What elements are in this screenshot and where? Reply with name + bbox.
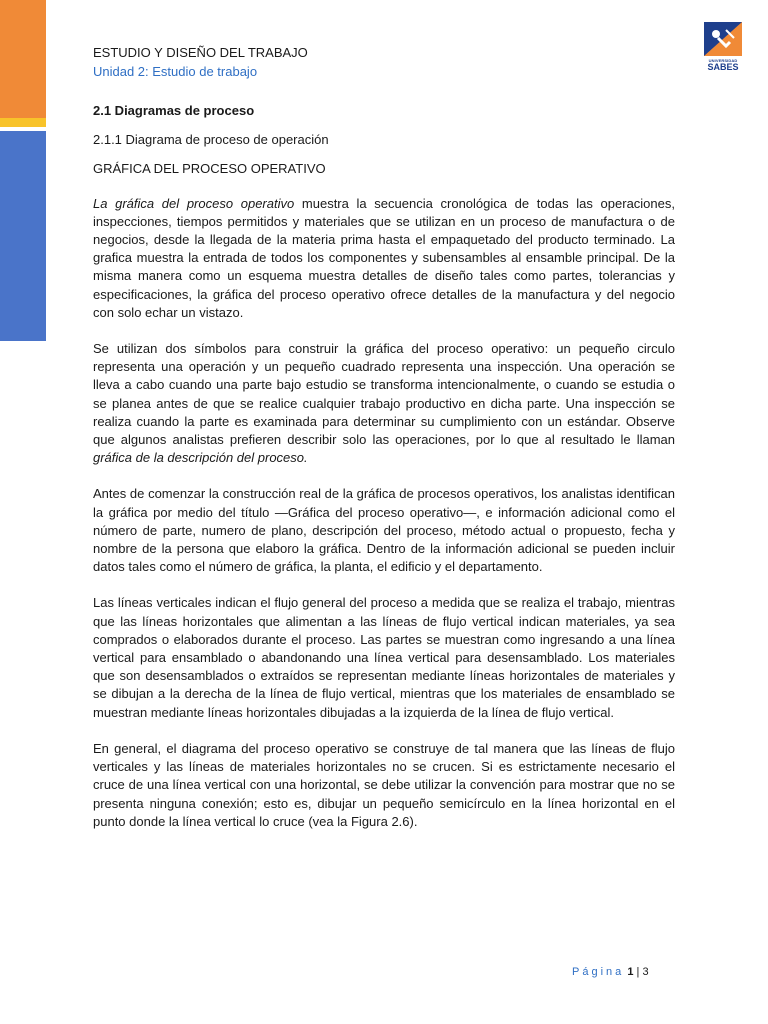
current-page-number: 1 (627, 966, 634, 978)
unit-title: Unidad 2: Estudio de trabajo (93, 64, 258, 79)
section-title: 2.1 Diagramas de proceso (93, 103, 255, 118)
side-bar-orange (0, 0, 46, 118)
upper-heading: GRÁFICA DEL PROCESO OPERATIVO (93, 161, 326, 177)
document-body (93, 102, 675, 849)
paragraph-1-text: muestra la secuencia cronológica de todas las operaciones, inspecciones, tiempos permitidos y materiales que se utilizan en un proceso de manufactura o de negocios, desde la llegada de la materia prima hasta el empaquetado del producto terminado. La grafica muestra la entrada de todos los componentes y subensambles al ensamble principal. De la misma manera como un esquema muestra detalles de diseño tales como partes, tolerancias y especificaciones, la gráfica del proceso operativo ofrece detalles de la manufactura y del negocio con solo echar un vistazo. (93, 195, 675, 320)
page-header (93, 43, 308, 81)
logo-emblem-icon (704, 22, 742, 56)
logo-name: SABES (707, 62, 739, 72)
page-footer (572, 966, 649, 978)
page-separator: | (636, 966, 640, 978)
paragraph-2-italic: gráfica de la descripción del proceso. (93, 450, 308, 466)
paragraph-2 (93, 340, 675, 467)
side-bar-yellow (0, 118, 46, 127)
paragraph-5: En general, el diagrama del proceso operativo se construye de tal manera que las líneas de flujo verticales y las líneas de materiales horizontales no se crucen. Si es estrictamente necesario el cruce de una línea vertical con una horizontal, se debe utilizar la convención para mostrar que no se presenta ninguna conexión; esto es, dibujar un pequeño semicírculo en la línea horizontal en el punto donde la línea vertical lo cruce (vea la Figura 2.6). (93, 740, 675, 829)
logo-university-label: UNIVERSIDAD (708, 58, 738, 63)
subsection-title: 2.1.1 Diagrama de proceso de operación (93, 132, 329, 148)
paragraph-3: Antes de comenzar la construcción real de la gráfica de procesos operativos, los analistas identifican la gráfica por medio del título —Gráfica del proceso operativo—, e información adicional como el número de parte, numero de plano, descripción del proceso, método actual o propuesto, fecha y nombre de la persona que elaboro la gráfica. Dentro de la información adicional se pueden incluir datos tales como el número de gráfica, la planta, el edificio y el departamento. (93, 486, 675, 575)
logo-emblem (704, 22, 742, 56)
paragraph-4: Las líneas verticales indican el flujo general del proceso a medida que se realiza el trabajo, mientras que las líneas horizontales que alimentan a las líneas de flujo vertical indican materiales, ya sea comprados o elaborados durante el proceso. Las partes se muestran como ingresando a una línea vertical para ensamblado o abandonando una línea vertical para desensamblado. Los materiales que son desensamblados o extraídos se representan mediante líneas horizontales de materiales y se dibujan a la derecha de la línea de flujo vertical, mientras que los materiales de ensamblado se muestran mediante líneas horizontales dibujadas a la izquierda de la línea de flujo vertical. (93, 595, 675, 720)
course-title: ESTUDIO Y DISEÑO DEL TRABAJO (93, 45, 308, 60)
total-pages: 3 (642, 966, 649, 978)
page-word: Página (572, 966, 625, 978)
paragraph-2-text: Se utilizan dos símbolos para construir la gráfica del proceso operativo: un pequeño circulo representa una operación y un pequeño cuadrado representa una inspección. Una operación se lleva a cabo cuando una parte bajo estudio se transforma intencionalmente, o cuando se estudia o se planea antes de que se realice cualquier trabajo productivo en dicha parte. Una inspección se realiza cuando la parte es examinada para determinar su cumplimiento con un estándar. Observe que algunos analistas prefieren describir solo las operaciones, por lo que al resultado le llaman (93, 341, 675, 448)
paragraph-1 (93, 195, 675, 322)
university-logo (702, 22, 744, 72)
side-bar-blue (0, 131, 46, 341)
paragraph-1-italic: La gráfica del proceso operativo (93, 195, 295, 211)
